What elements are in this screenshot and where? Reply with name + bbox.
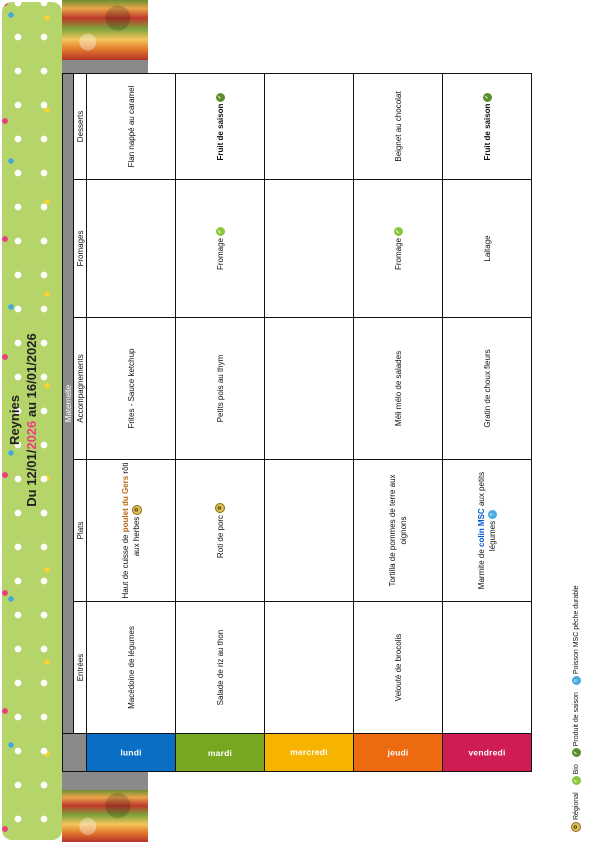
day-label-jeudi: jeudi <box>354 734 443 772</box>
column-header-fromages: Fromages <box>74 180 87 318</box>
dessert-cell <box>265 74 354 180</box>
legend <box>568 232 584 832</box>
dessert-cell: Beignet au chocolat <box>354 74 443 180</box>
legend-msc: ≈ Poisson MSC pêche durable <box>572 585 581 685</box>
entree-cell: Salade de riz au thon <box>176 602 265 734</box>
bio-icon: ✓ <box>394 227 403 236</box>
legend-bio: ✓ Bio <box>572 764 581 785</box>
gray-strip-left <box>62 772 148 790</box>
fromage-cell: Fromage✓ <box>176 180 265 318</box>
school-name: Reynies <box>7 395 22 445</box>
fromage-cell: Laitage <box>443 180 532 318</box>
dessert-cell: Fruit de saison✓ <box>176 74 265 180</box>
seasonal-icon: ✓ <box>216 93 225 102</box>
seasonal-icon: ✓ <box>483 93 492 102</box>
column-header-entrees: Entrées <box>74 602 87 734</box>
msc-icon: ≈ <box>488 510 497 519</box>
column-header-accompagnements: Accompagnements <box>74 318 87 460</box>
plat-cell: Haut de cuisse de poulet du Gers rôti aux herbes✿ <box>87 460 176 602</box>
accompagnement-cell: Gratin de choux fleurs <box>443 318 532 460</box>
food-photo-left <box>62 790 148 842</box>
legend-seasonal: ✓ Produit de saison <box>572 692 581 757</box>
plat-cell: Roti de porc✿ <box>176 460 265 602</box>
fromage-cell <box>265 180 354 318</box>
dessert-cell: Fruit de saison✓ <box>443 74 532 180</box>
table-row <box>176 74 265 772</box>
table-row <box>443 74 532 772</box>
table-corner <box>63 734 87 772</box>
accompagnement-cell: Petits pois au thym <box>176 318 265 460</box>
dotted-header-band <box>2 2 62 840</box>
accompagnement-cell: Frites - Sauce ketchup <box>87 318 176 460</box>
entree-cell: Velouté de brocolis <box>354 602 443 734</box>
bio-icon: ✓ <box>572 776 581 785</box>
day-label-vendredi: vendredi <box>443 734 532 772</box>
column-header-plats: Plats <box>74 460 87 602</box>
entree-cell <box>265 602 354 734</box>
day-label-mardi: mardi <box>176 734 265 772</box>
menu-table <box>62 73 532 772</box>
fromage-cell <box>87 180 176 318</box>
plat-cell: Tortilla de pommes de terre aux oignons <box>354 460 443 602</box>
regional-icon: ✿ <box>571 822 581 832</box>
msc-icon: ≈ <box>572 676 581 685</box>
gray-strip-right <box>62 60 148 74</box>
table-row <box>265 74 354 772</box>
fromage-cell: Fromage✓ <box>354 180 443 318</box>
food-photo-right <box>62 0 148 60</box>
table-row <box>354 74 443 772</box>
section-label: Maternelle <box>63 74 74 734</box>
entree-cell <box>443 602 532 734</box>
regional-icon: ✿ <box>215 503 225 513</box>
bio-icon: ✓ <box>216 227 225 236</box>
title-block <box>6 250 52 590</box>
accompagnement-cell <box>265 318 354 460</box>
plat-cell <box>265 460 354 602</box>
date-range: Du 12/01/2026 au 16/01/2026 <box>24 333 39 507</box>
entree-cell: Macédoine de légumes <box>87 602 176 734</box>
seasonal-icon: ✓ <box>572 748 581 757</box>
plat-cell: Marmite de colin MSC aux petits légumes≈ <box>443 460 532 602</box>
day-label-lundi: lundi <box>87 734 176 772</box>
accompagnement-cell: Méli mélo de salades <box>354 318 443 460</box>
table-row <box>87 74 176 772</box>
dessert-cell: Flan nappé au caramel <box>87 74 176 180</box>
legend-regional: ✿ Régional <box>571 792 581 832</box>
regional-icon: ✿ <box>132 505 142 515</box>
column-header-desserts: Desserts <box>74 74 87 180</box>
day-label-mercredi: mercredi <box>265 734 354 772</box>
